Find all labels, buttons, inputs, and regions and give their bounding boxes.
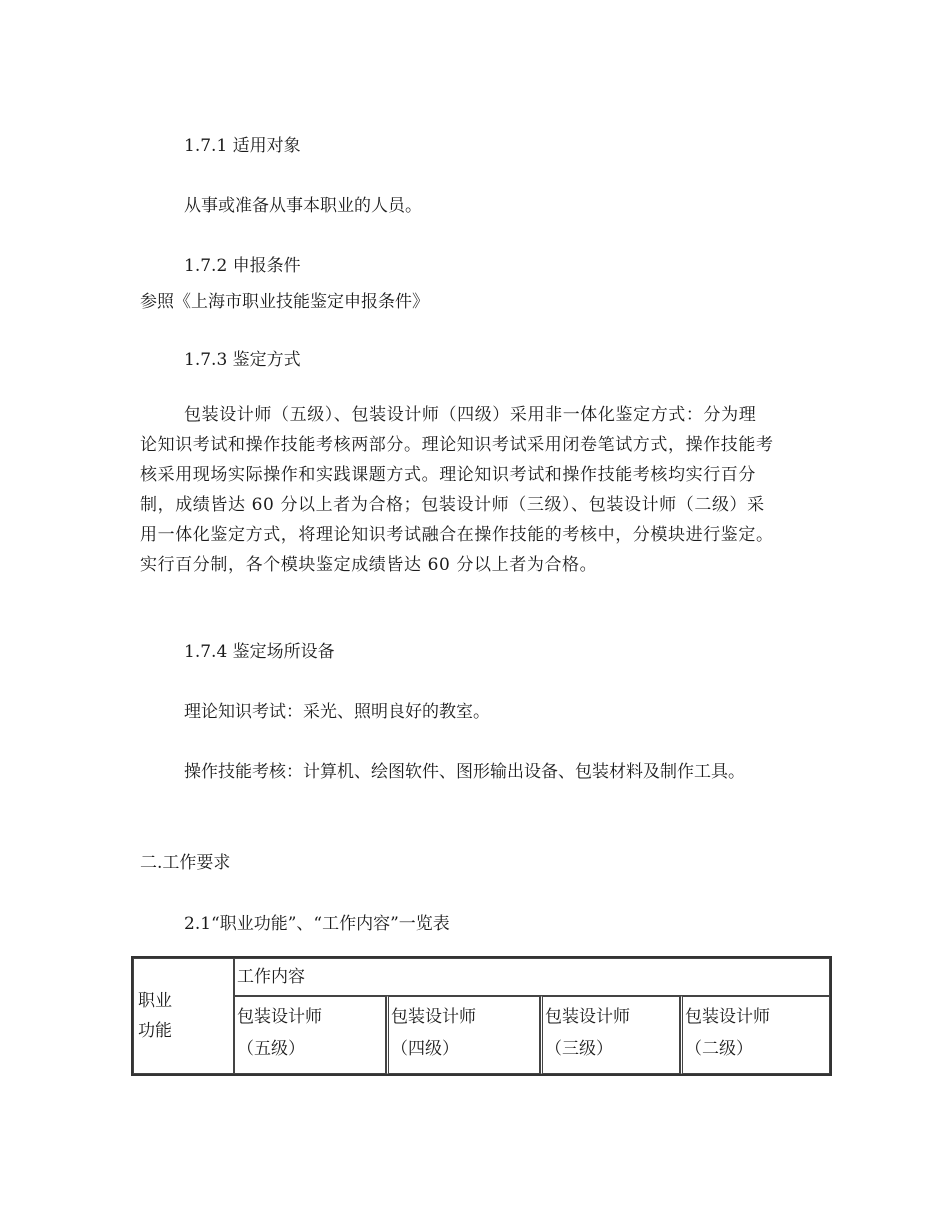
table-header-function [133, 958, 234, 1074]
paragraph-line: 论知识考试和操作技能考核两部分。理论知识考试采用闭卷笔试方式，操作技能考 [140, 435, 774, 455]
paragraph-line: 实行百分制，各个模块鉴定成绩皆达 60 分以上者为合格。 [140, 555, 598, 575]
section-1-7-1-body: 从事或准备从事本职业的人员。 [184, 196, 422, 216]
table-header-level-3 [540, 996, 680, 1074]
paragraph-line: 用一体化鉴定方式，将理论知识考试融合在操作技能的考核中，分模块进行鉴定。 [140, 525, 774, 545]
section-1-7-3-title: 1.7.3 鉴定方式 [184, 350, 301, 370]
level-grade: （二级） [685, 1039, 753, 1059]
level-grade: （三级） [545, 1039, 613, 1059]
paragraph-line: 包装设计师（五级）、包装设计师（四级）采用非一体化鉴定方式：分为理 [184, 405, 757, 425]
paragraph-line: 制，成绩皆达 60 分以上者为合格；包装设计师（三级）、包装设计师（二级）采 [140, 495, 765, 515]
section-1-7-4-body-theory: 理论知识考试：采光、照明良好的教室。 [184, 702, 490, 722]
work-content-table [131, 956, 832, 1076]
section-1-7-2-body: 参照《上海市职业技能鉴定申报条件》 [140, 292, 429, 312]
level-grade: （四级） [391, 1039, 459, 1059]
section-1-7-2-title: 1.7.2 申报条件 [184, 256, 301, 276]
section-1-7-3-body [140, 400, 820, 580]
table-header-function-line1: 职业 [138, 991, 172, 1011]
table-header-work-content: 工作内容 [234, 958, 830, 996]
section-1-7-4-body-practical: 操作技能考核：计算机、绘图软件、图形输出设备、包装材料及制作工具。 [184, 762, 745, 782]
level-name: 包装设计师 [685, 1007, 770, 1027]
table-header-level-5 [234, 996, 386, 1074]
level-name: 包装设计师 [237, 1007, 322, 1027]
level-grade: （五级） [237, 1039, 305, 1059]
section-2-1-title: 2.1“职业功能”、“工作内容”一览表 [184, 914, 450, 934]
table-header-level-4 [386, 996, 540, 1074]
section-1-7-1-title: 1.7.1 适用对象 [184, 136, 301, 156]
paragraph-line: 核采用现场实际操作和实践课题方式。理论知识考试和操作技能考核均实行百分 [140, 465, 756, 485]
level-name: 包装设计师 [391, 1007, 476, 1027]
chapter-2-title: 二.工作要求 [140, 853, 231, 873]
table-header-level-2 [680, 996, 830, 1074]
section-1-7-4-title: 1.7.4 鉴定场所设备 [184, 642, 335, 662]
level-name: 包装设计师 [545, 1007, 630, 1027]
table-header-function-line2: 功能 [138, 1021, 172, 1041]
